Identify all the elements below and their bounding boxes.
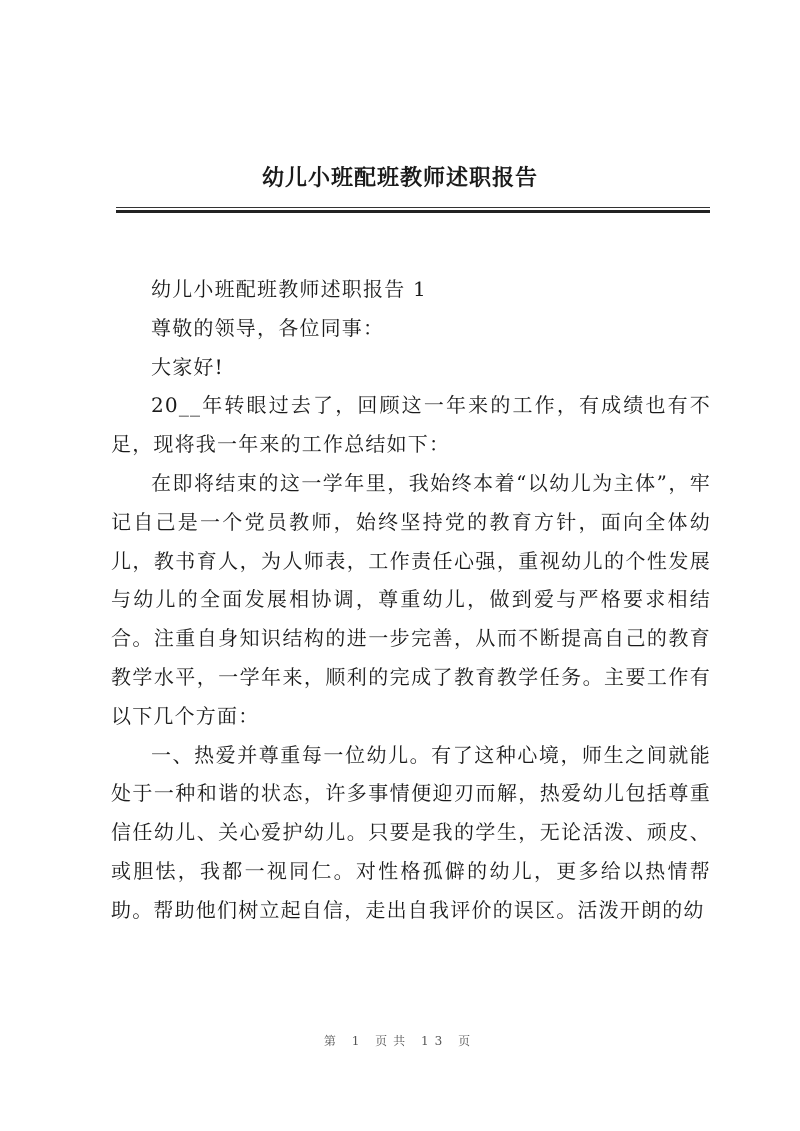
section-heading: 幼儿小班配班教师述职报告 1 <box>151 277 427 301</box>
page-number-footer: 第 1 页共 13 页 <box>323 1034 477 1048</box>
body-paragraph: 20__年转眼过去了，回顾这一年来的工作，有成绩也有不足，现将我一年来的工作总结如下： <box>111 393 711 457</box>
document-title: 幼儿小班配班教师述职报告 <box>261 165 538 191</box>
title-divider-thin <box>116 207 710 208</box>
greeting: 大家好! <box>151 354 224 379</box>
body-paragraph: 一、热爱并尊重每一位幼儿。有了这种心境，师生之间就能处于一种和谐的状态，许多事情便迎刃而解，热爱幼儿包括尊重信任幼儿、关心爱护幼儿。只要是我的学生，无论活泼、顽皮、或胆怯，我都一视同仁。对性格孤僻的幼儿，更多给以热情帮助。帮助他们树立起自信，走出自我评价的误区。活泼开朗的幼 <box>111 742 711 922</box>
title-divider-thick <box>116 210 710 213</box>
body-paragraph: 在即将结束的这一学年里，我始终本着“以幼儿为主体”，牢记自己是一个党员教师，始终坚持党的教育方针，面向全体幼儿，教书育人，为人师表，工作责任心强，重视幼儿的个性发展与幼儿的全面发展相协调，尊重幼儿，做到爱与严格要求相结合。注重自身知识结构的进一步完善，从而不断提高自己的教育教学水平，一学年来，顺利的完成了教育教学任务。主要工作有以下几个方面： <box>111 470 711 728</box>
salutation: 尊敬的领导，各位同事： <box>151 315 385 340</box>
document-body <box>111 270 711 930</box>
